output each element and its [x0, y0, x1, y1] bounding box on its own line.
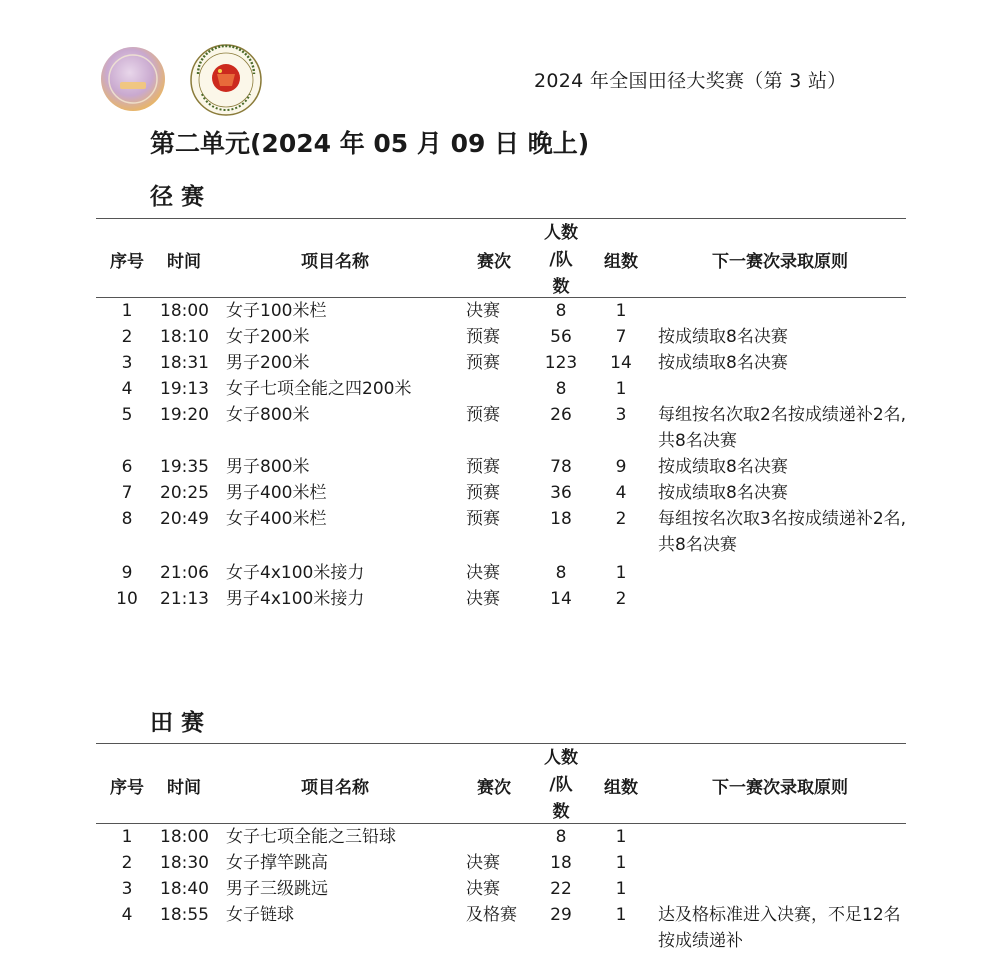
- session-title: 第二单元(2024 年 05 月 09 日 晚上): [150, 129, 590, 158]
- row-no: 5: [121, 405, 133, 425]
- row-round: 预赛: [466, 327, 500, 347]
- header-event-name: 项目名称: [301, 778, 369, 798]
- row-count: 14: [550, 589, 572, 609]
- row-count: 36: [550, 483, 572, 503]
- header-round: 赛次: [477, 778, 511, 798]
- row-time: 18:10: [160, 327, 209, 347]
- header-count: [530, 745, 592, 826]
- row-round: 及格赛: [466, 905, 517, 925]
- row-groups: 3: [615, 405, 627, 425]
- row-count: 22: [550, 879, 572, 899]
- row-no: 9: [121, 563, 133, 583]
- header-count: [530, 220, 592, 301]
- row-time: 18:00: [160, 827, 209, 847]
- row-no: 1: [121, 827, 133, 847]
- event-seal-logo: [100, 46, 166, 112]
- row-groups: 1: [615, 301, 627, 321]
- row-no: 6: [121, 457, 133, 477]
- row-no: 4: [121, 379, 133, 399]
- header-advance-rule: 下一赛次录取原则: [712, 252, 848, 272]
- header-count-line-2: /队: [549, 250, 573, 270]
- row-event-name: 男子400米栏: [226, 483, 327, 503]
- row-groups: 14: [610, 353, 632, 373]
- row-no: 3: [121, 879, 133, 899]
- row-event-name: 女子200米: [226, 327, 310, 347]
- row-round: 决赛: [466, 879, 500, 899]
- row-count: 8: [555, 827, 567, 847]
- row-no: 4: [121, 905, 133, 925]
- row-no: 2: [121, 327, 133, 347]
- row-no: 10: [116, 589, 138, 609]
- header-no: 序号: [110, 252, 144, 272]
- row-time: 18:55: [160, 905, 209, 925]
- header-time: 时间: [167, 778, 201, 798]
- row-no: 8: [121, 509, 133, 529]
- row-groups: 9: [615, 457, 627, 477]
- row-event-name: 男子200米: [226, 353, 310, 373]
- row-round: 预赛: [466, 457, 500, 477]
- row-no: 3: [121, 353, 133, 373]
- row-groups: 1: [615, 827, 627, 847]
- table-row: [0, 850, 1000, 876]
- row-groups: 7: [615, 327, 627, 347]
- row-event-name: 男子三级跳远: [226, 879, 328, 899]
- header-event-name: 项目名称: [301, 252, 369, 272]
- row-advance-rule: 每组按名次取3名按成绩递补2名,共8名决赛: [658, 509, 907, 555]
- row-event-name: 女子800米: [226, 405, 310, 425]
- row-round: 决赛: [466, 589, 500, 609]
- row-round: 决赛: [466, 563, 500, 583]
- track-table-top-rule: [96, 218, 906, 219]
- table-row: [0, 586, 1000, 612]
- row-round: 预赛: [466, 353, 500, 373]
- row-groups: 2: [615, 509, 627, 529]
- row-event-name: 女子链球: [226, 905, 294, 925]
- row-time: 18:31: [160, 353, 209, 373]
- row-round: 决赛: [466, 853, 500, 873]
- document-title: 2024 年全国田径大奖赛（第 3 站）: [534, 70, 847, 92]
- row-count: 8: [555, 379, 567, 399]
- row-groups: 1: [615, 853, 627, 873]
- table-row: [0, 324, 1000, 350]
- row-time: 18:30: [160, 853, 209, 873]
- row-advance-rule: 按成绩取8名决赛: [658, 353, 788, 373]
- row-event-name: 女子撑竿跳高: [226, 853, 328, 873]
- row-count: 8: [555, 563, 567, 583]
- header-groups: 组数: [604, 252, 638, 272]
- header-round: 赛次: [477, 252, 511, 272]
- table-row: [0, 506, 1000, 555]
- table-row: [0, 560, 1000, 586]
- row-no: 7: [121, 483, 133, 503]
- row-groups: 4: [615, 483, 627, 503]
- table-row: [0, 376, 1000, 402]
- row-round: 预赛: [466, 509, 500, 529]
- table-row: [0, 350, 1000, 376]
- table-row: [0, 402, 1000, 451]
- row-count: 18: [550, 509, 572, 529]
- row-advance-rule: 按成绩取8名决赛: [658, 327, 788, 347]
- table-row: [0, 824, 1000, 850]
- row-no: 1: [121, 301, 133, 321]
- row-round: 决赛: [466, 301, 500, 321]
- header-advance-rule: 下一赛次录取原则: [712, 778, 848, 798]
- row-round: 预赛: [466, 405, 500, 425]
- row-event-name: 女子七项全能之三铅球: [226, 827, 396, 847]
- row-event-name: 男子800米: [226, 457, 310, 477]
- track-section-title: 径 赛: [150, 184, 205, 210]
- row-advance-rule: 达及格标准进入决赛，不足12名按成绩递补: [658, 905, 901, 951]
- header-count-line-3: 数: [552, 802, 570, 822]
- field-table-top-rule: [96, 743, 906, 744]
- row-event-name: 女子4x100米接力: [226, 563, 365, 583]
- row-event-name: 男子4x100米接力: [226, 589, 365, 609]
- row-event-name: 女子400米栏: [226, 509, 327, 529]
- header-groups: 组数: [604, 778, 638, 798]
- header-count-line-2: /队: [549, 775, 573, 795]
- table-row: [0, 876, 1000, 902]
- row-time: 18:00: [160, 301, 209, 321]
- row-count: 26: [550, 405, 572, 425]
- row-time: 19:20: [160, 405, 209, 425]
- row-count: 123: [544, 353, 578, 373]
- row-time: 21:06: [160, 563, 209, 583]
- row-round: 预赛: [466, 483, 500, 503]
- row-time: 19:35: [160, 457, 209, 477]
- row-no: 2: [121, 853, 133, 873]
- row-time: 19:13: [160, 379, 209, 399]
- table-row: [0, 480, 1000, 506]
- row-groups: 1: [615, 379, 627, 399]
- row-count: 8: [555, 301, 567, 321]
- row-count: 18: [550, 853, 572, 873]
- row-count: 29: [550, 905, 572, 925]
- row-advance-rule: 按成绩取8名决赛: [658, 457, 788, 477]
- row-count: 56: [550, 327, 572, 347]
- row-count: 78: [550, 457, 572, 477]
- header-count-line-1: 人数: [544, 748, 578, 768]
- row-event-name: 女子100米栏: [226, 301, 327, 321]
- header-count-line-1: 人数: [544, 223, 578, 243]
- row-advance-rule: 按成绩取8名决赛: [658, 483, 788, 503]
- row-groups: 2: [615, 589, 627, 609]
- row-event-name: 女子七项全能之四200米: [226, 379, 412, 399]
- row-groups: 1: [615, 563, 627, 583]
- row-time: 18:40: [160, 879, 209, 899]
- chinese-athletics-association-logo: [190, 44, 262, 116]
- row-time: 20:49: [160, 509, 209, 529]
- header-count-line-3: 数: [552, 277, 570, 297]
- row-advance-rule: 每组按名次取2名按成绩递补2名,共8名决赛: [658, 405, 907, 451]
- table-row: [0, 298, 1000, 324]
- header-no: 序号: [110, 778, 144, 798]
- row-groups: 1: [615, 905, 627, 925]
- row-groups: 1: [615, 879, 627, 899]
- table-row: [0, 902, 1000, 951]
- row-time: 21:13: [160, 589, 209, 609]
- row-time: 20:25: [160, 483, 209, 503]
- field-section-title: 田 赛: [150, 710, 205, 736]
- table-row: [0, 454, 1000, 480]
- header-time: 时间: [167, 252, 201, 272]
